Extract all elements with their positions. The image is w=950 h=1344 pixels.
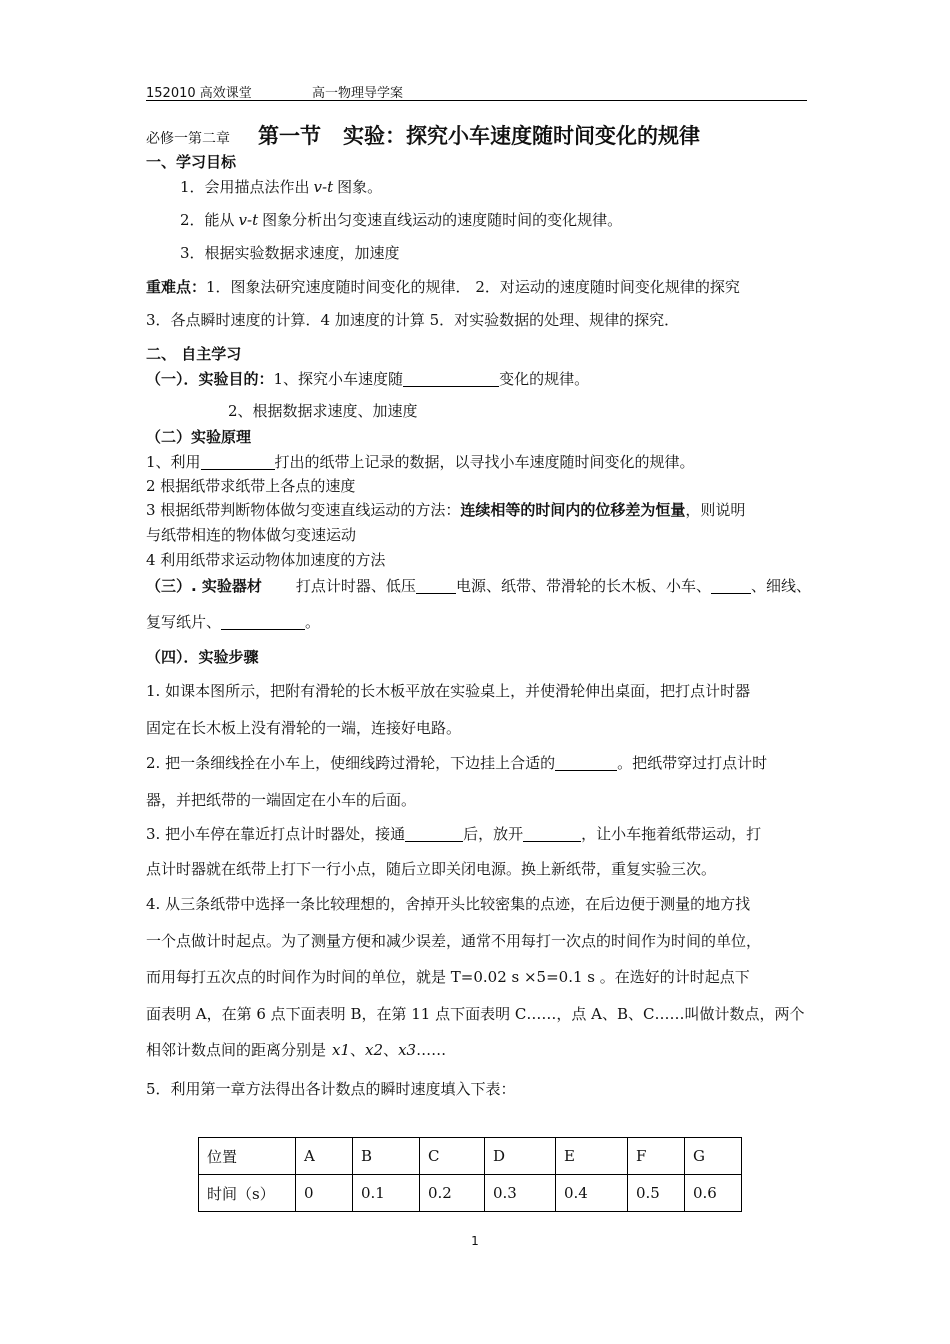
goal-1-text: 1．会用描点法作出: [180, 178, 310, 196]
equipment-text-end: 、细线、: [750, 577, 811, 595]
step-1b: 固定在长木板上没有滑轮的一端，连接好电路。: [146, 719, 462, 737]
principle-4: 4 利用纸带求运动物体加速度的方法: [146, 551, 386, 569]
table-cell: 0.2: [420, 1175, 485, 1212]
section-goals-heading: 一、学习目标: [146, 153, 237, 171]
purpose-text-end: 变化的规律。: [499, 370, 590, 388]
key-label: 重难点：: [146, 278, 207, 296]
step-4a: 4. 从三条纸带中选择一条比较理想的，舍掉开头比较密集的点迹，在后边便于测量的地方找: [146, 895, 751, 913]
principle-3-text: 3 根据纸带判断物体做匀变速直线运动的方法：: [146, 501, 461, 519]
table-cell: 位置: [199, 1138, 296, 1175]
fill-blank[interactable]: [416, 579, 456, 594]
fill-blank[interactable]: [403, 372, 499, 387]
equipment-text-2-end: 。: [305, 613, 321, 631]
separator: 、: [350, 1041, 366, 1059]
goal-1-text-end: 图象。: [337, 178, 383, 196]
table-cell: G: [685, 1138, 742, 1175]
principle-1-text-end: 打出的纸带上记录的数据，以寻找小车速度随时间变化的规律。: [274, 453, 695, 471]
equipment-text-mid: 电源、纸带、带滑轮的长木板、小车、: [455, 577, 711, 595]
fill-blank[interactable]: [201, 455, 275, 470]
step-4d: 面表明 A，在第 6 点下面表明 B，在第 11 点下面表明 C……，点 A、B、C……叫做计数点，两个: [146, 1005, 805, 1023]
header-left: 152010 高效课堂: [146, 86, 252, 101]
step-3b: 点计时器就在纸带上打下一行小点，随后立即关闭电源。换上新纸带，重复实验三次。: [146, 860, 717, 878]
title-main: [258, 124, 700, 148]
equipment-text: 打点计时器、低压: [295, 577, 416, 595]
purpose-text: 1、探究小车速度随: [273, 370, 404, 388]
step-2-text-end: 。把纸带穿过打点计时: [617, 754, 768, 772]
table-cell: E: [556, 1138, 628, 1175]
page-header: [146, 80, 807, 101]
table-cell: 0.1: [353, 1175, 420, 1212]
table-row: [199, 1175, 742, 1212]
goal-2-text-end: 图象分析出匀变速直线运动的速度随时间的变化规律。: [262, 211, 623, 229]
table-cell: 0.4: [556, 1175, 628, 1212]
step-4e-text: 相邻计数点间的距离分别是: [146, 1041, 327, 1059]
step-5: 5．利用第一章方法得出各计数点的瞬时速度填入下表：: [146, 1080, 516, 1098]
table-cell: F: [628, 1138, 685, 1175]
purpose-1: [146, 368, 589, 390]
principle-2: 2 根据纸带求纸带上各点的速度: [146, 477, 356, 495]
title-prefix: 必修一第二章: [146, 131, 230, 147]
principle-3-text-end: ，则说明: [685, 501, 746, 519]
title-text: 实验：探究小车速度随时间变化的规律: [343, 124, 700, 148]
step-2a: [146, 752, 767, 774]
key-points-2: 3．各点瞬时速度的计算．4 加速度的计算 5．对实验数据的处理、规律的探究．: [146, 311, 680, 329]
table-cell: 0.5: [628, 1175, 685, 1212]
step-4e-ellipsis: ……: [416, 1041, 447, 1059]
fill-blank[interactable]: [405, 827, 463, 842]
goal-2: [180, 209, 622, 231]
principle-1-text: 1、利用: [146, 453, 201, 471]
fill-blank[interactable]: [523, 827, 581, 842]
principle-3: [146, 499, 745, 521]
equipment-1: [146, 575, 811, 597]
step-3-text-mid: 后，放开: [463, 825, 524, 843]
table-cell: C: [420, 1138, 485, 1175]
principle-3-cont: 与纸带相连的物体做匀变速运动: [146, 526, 357, 544]
separator: 、: [383, 1041, 399, 1059]
title-line: [146, 125, 700, 150]
table-cell: 时间（s）: [199, 1175, 296, 1212]
step-3-text-end: ，让小车拖着纸带运动，打: [581, 825, 762, 843]
step-2-text: 2. 把一条细线拴在小车上，使细线跨过滑轮，下边挂上合适的: [146, 754, 556, 772]
equipment-2: [146, 611, 320, 633]
key-points-1: [146, 276, 740, 298]
var-x2: x2: [365, 1041, 384, 1059]
principle-heading: （二）实验原理: [146, 428, 252, 446]
step-3a: [146, 823, 761, 845]
steps-heading: （四）．实验步骤: [146, 648, 259, 666]
table-cell: D: [485, 1138, 556, 1175]
table-cell: 0.3: [485, 1175, 556, 1212]
section-self-study-heading: 二、 自主学习: [146, 345, 242, 363]
equipment-text-2: 复写纸片、: [146, 613, 222, 631]
step-4c: 而用每打五次点的时间作为时间的单位，就是 T=0.02 s ×5=0.1 s 。在选好的计时起点下: [146, 968, 750, 986]
equipment-label: （三）. 实验器材: [146, 577, 262, 595]
fill-blank[interactable]: [221, 615, 305, 630]
key-line-1: 1．图象法研究速度随时间变化的规律． 2．对运动的速度随时间变化规律的探究: [206, 278, 740, 296]
step-1a: 1. 如课本图所示，把附有滑轮的长木板平放在实验桌上，并使滑轮伸出桌面，把打点计时器: [146, 682, 751, 700]
table-cell: 0: [296, 1175, 353, 1212]
page-number: 1: [471, 1234, 479, 1248]
principle-3-emphasis: 连续相等的时间内的位移差为恒量: [460, 501, 686, 519]
goal-2-text: 2．能从: [180, 211, 235, 229]
step-2b: 器，并把纸带的一端固定在小车的后面。: [146, 791, 417, 809]
goal-1: [180, 176, 382, 198]
purpose-2: 2、根据数据求速度、加速度: [228, 402, 418, 420]
table-cell: 0.6: [685, 1175, 742, 1212]
var-x1: x1: [332, 1041, 351, 1059]
var-vt: v-t: [238, 211, 259, 229]
var-vt: v-t: [313, 178, 334, 196]
purpose-label: （一）．实验目的：: [146, 370, 274, 388]
step-3-text: 3. 把小车停在靠近打点计时器处，接通: [146, 825, 406, 843]
table-row: [199, 1138, 742, 1175]
header-right: 高一物理导学案: [312, 86, 404, 101]
title-section: 第一节: [258, 124, 321, 148]
var-x3: x3: [398, 1041, 417, 1059]
goal-3: 3．根据实验数据求速度，加速度: [180, 244, 400, 262]
step-4e: [146, 1039, 446, 1061]
fill-blank[interactable]: [711, 579, 751, 594]
fill-blank[interactable]: [555, 756, 617, 771]
step-4b: 一个点做计时起点。为了测量方便和减少误差，通常不用每打一次点的时间作为时间的单位，: [146, 932, 762, 950]
table-cell: A: [296, 1138, 353, 1175]
velocity-table: [198, 1137, 742, 1212]
table-cell: B: [353, 1138, 420, 1175]
principle-1: [146, 451, 695, 473]
